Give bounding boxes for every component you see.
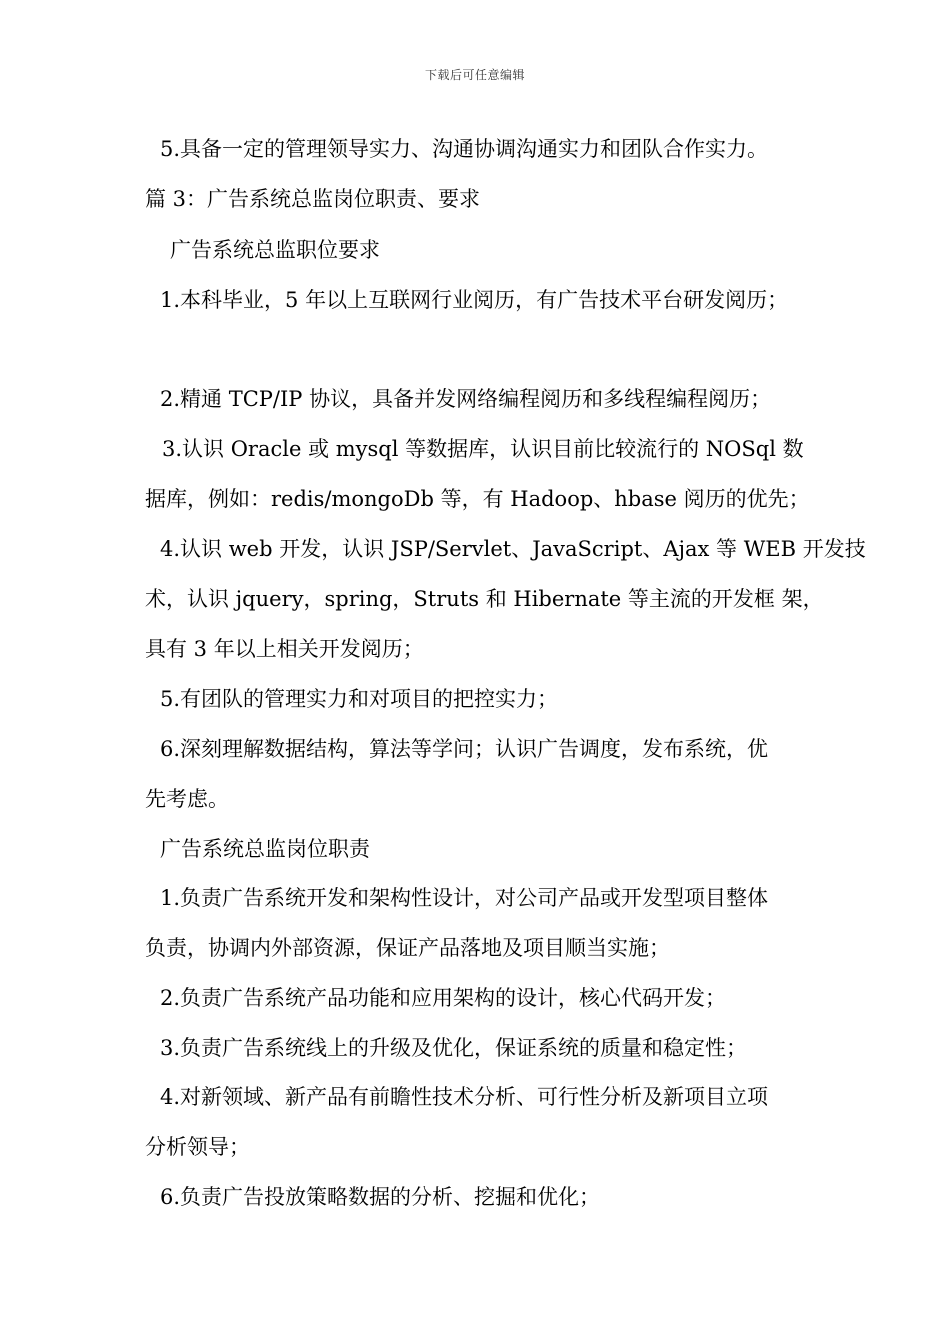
body-line: 负责，协调内外部资源，保证产品落地及项目顺当实施； <box>145 936 670 960</box>
body-line: 2.负责广告系统产品功能和应用架构的设计，核心代码开发； <box>160 986 727 1010</box>
body-line: 具有 3 年以上相关开发阅历； <box>145 637 424 661</box>
body-line: 6.深刻理解数据结构，算法等学问；认识广告调度，发布系统，优 <box>160 737 769 761</box>
body-line: 4.对新领域、新产品有前瞻性技术分析、可行性分析及新项目立项 <box>160 1085 769 1109</box>
body-line: 3.负责广告系统线上的升级及优化，保证系统的质量和稳定性； <box>160 1036 748 1060</box>
body-line: 1.本科毕业，5 年以上互联网行业阅历，有广告技术平台研发阅历； <box>160 288 789 312</box>
body-line: 术，认识 jquery，spring，Struts 和 Hibernate 等主流的开发框 架， <box>145 587 824 611</box>
section-heading: 篇 3：广告系统总监岗位职责、要求 <box>145 187 481 211</box>
subsection-heading: 广告系统总监岗位职责 <box>160 837 370 861</box>
body-line: 3.认识 Oracle 或 mysql 等数据库，认识目前比较流行的 NOSql 数 <box>162 437 804 461</box>
body-line: 先考虑。 <box>145 787 229 811</box>
body-line: 5.具备一定的管理领导实力、沟通协调沟通实力和团队合作实力。 <box>160 137 769 161</box>
header-note: 下载后可任意编辑 <box>424 68 525 82</box>
body-line: 1.负责广告系统开发和架构性设计，对公司产品或开发型项目整体 <box>160 886 769 910</box>
body-line: 4.认识 web 开发，认识 JSP/Servlet、JavaScript、Ajax 等 WEB 开发技 <box>160 537 866 561</box>
subsection-heading: 广告系统总监职位要求 <box>170 238 380 262</box>
body-line: 2.精通 TCP/IP 协议，具备并发网络编程阅历和多线程编程阅历； <box>160 387 772 411</box>
body-line: 6.负责广告投放策略数据的分析、挖掘和优化； <box>160 1185 601 1209</box>
body-line: 分析领导； <box>145 1135 250 1159</box>
body-line: 据库，例如：redis/mongoDb 等，有 Hadoop、hbase 阅历的优先； <box>145 487 810 511</box>
body-line: 5.有团队的管理实力和对项目的把控实力； <box>160 687 559 711</box>
